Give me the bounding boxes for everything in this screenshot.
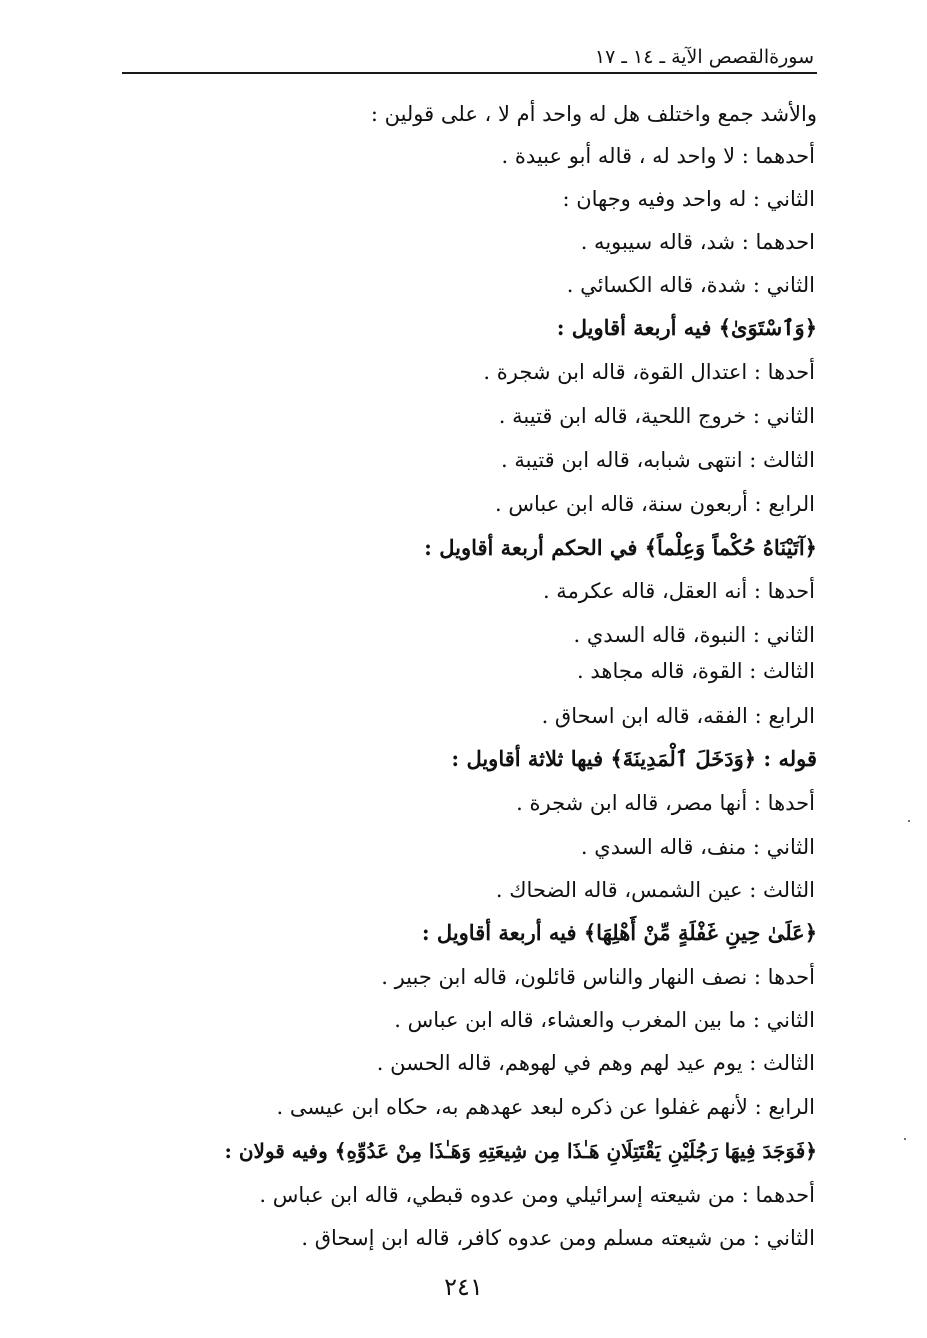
verse-line: ﴿آتَيْنَاهُ حُكْماً وَعِلْماً﴾ في الحكم أربعة أقاويل : [424, 535, 817, 560]
text-line: الثاني : من شيعته مسلم ومن عدوه كافر، قاله ابن إسحاق . [301, 1226, 815, 1250]
page-number: ٢٤١ [444, 1273, 483, 1301]
text-line: الثالث : يوم عيد لهم وهم في لهوهم، قاله الحسن . [376, 1051, 815, 1075]
verse-line: ﴿عَلَىٰ حِينِ غَفْلَةٍ مِّنْ أَهْلِهَا﴾ فيه أربعة أقاويل : [421, 920, 817, 945]
scan-speck [904, 1138, 906, 1140]
text-line: الثاني : شدة، قاله الكسائي . [566, 273, 815, 297]
text-line: أحدها : اعتدال القوة، قاله ابن شجرة . [483, 360, 815, 384]
text-line: أحدها : نصف النهار والناس قائلون، قاله ابن جبير . [381, 965, 815, 989]
verse-line: ﴿وَٱسْتَوَىٰ﴾ فيه أربعة أقاويل : [556, 315, 817, 340]
verse-line: قوله : ﴿وَدَخَلَ ٱلْمَدِينَةَ﴾ فيها ثلاثة أقاويل : [451, 746, 817, 771]
text-line: الثاني : ما بين المغرب والعشاء، قاله ابن عباس . [394, 1008, 815, 1032]
text-line: الرابع : الفقه، قاله ابن اسحاق . [541, 704, 815, 728]
text-line: الرابع : أربعون سنة، قاله ابن عباس . [494, 492, 815, 516]
text-line: الثاني : النبوة، قاله السدي . [573, 623, 815, 647]
text-line: احدهما : شد، قاله سيبويه . [580, 230, 815, 254]
text-line: الثاني : منف، قاله السدي . [580, 835, 815, 859]
running-header-title: سورةالقصص الآية ـ ١٤ ـ ١٧ [594, 46, 814, 68]
text-line: الرابع : لأنهم غفلوا عن ذكره لبعد عهدهم به، حكاه ابن عيسى . [276, 1095, 815, 1119]
text-line: الثالث : عين الشمس، قاله الضحاك . [495, 878, 815, 902]
header-rule [122, 72, 817, 74]
text-line: أحدها : أنه العقل، قاله عكرمة . [542, 579, 815, 603]
scan-speck [908, 820, 910, 822]
text-line: الثاني : له واحد وفيه وجهان : [562, 187, 815, 211]
text-line: أحدهما : من شيعته إسرائيلي ومن عدوه قبطي، قاله ابن عباس . [259, 1183, 815, 1207]
verse-line: ﴿فَوَجَدَ فِيهَا رَجُلَيْنِ يَقْتَتِلَانِ هَـٰذَا مِن شِيعَتِهِ وَهَـٰذَا مِنْ عَدُوِّهِ﴾ وفيه قولان : [224, 1139, 817, 1163]
text-line-intro: والأشد جمع واختلف هل له واحد أم لا ، على قولين : [370, 102, 817, 126]
text-line: الثالث : القوة، قاله مجاهد . [577, 659, 815, 683]
text-line: الثالث : انتهى شبابه، قاله ابن قتيبة . [501, 448, 815, 472]
running-header [122, 44, 814, 74]
text-line: الثاني : خروج اللحية، قاله ابن قتيبة . [498, 404, 815, 428]
text-line: أحدها : أنها مصر، قاله ابن شجرة . [516, 791, 815, 815]
text-line: أحدهما : لا واحد له ، قاله أبو عبيدة . [501, 144, 815, 168]
